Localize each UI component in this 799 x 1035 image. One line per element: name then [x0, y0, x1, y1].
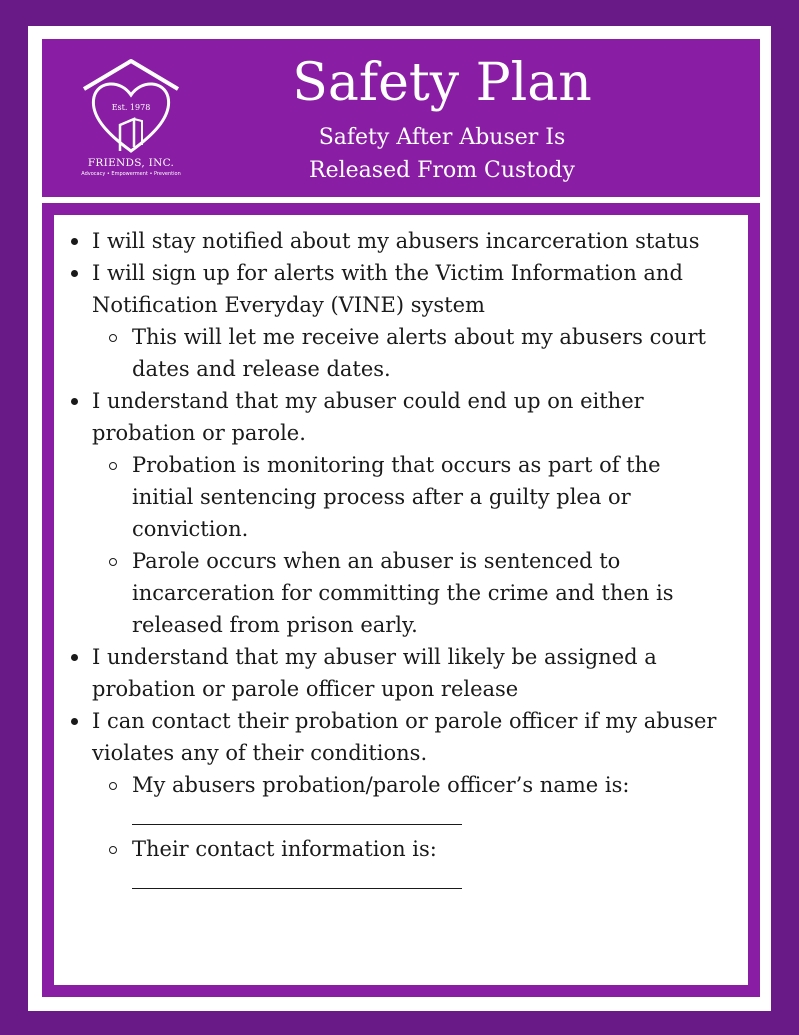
hollow-bullet-icon	[109, 782, 117, 790]
contact-info-blank	[54, 865, 748, 897]
bullet-icon	[71, 270, 78, 277]
logo-tagline: Advocacy • Empowerment • Prevention	[81, 171, 181, 177]
subtitle-line-1: Safety After Abuser Is	[318, 125, 566, 150]
list-subitem: Probation is monitoring that occurs as part of the initial sentencing process after a guilty plea or conviction.	[54, 449, 712, 545]
bullet-icon	[71, 398, 78, 405]
page-subtitle	[202, 121, 682, 187]
contact-info-line	[132, 857, 462, 889]
list-subitem: My abusers probation/parole officer’s name is:	[54, 769, 712, 801]
list-subitem: This will let me receive alerts about my abusers court dates and release dates.	[54, 321, 712, 385]
page-title: Safety Plan	[292, 53, 592, 113]
list-subitem: Parole occurs when an abuser is sentenced to incarceration for committing the crime and then is released from prison early.	[54, 545, 712, 641]
officer-name-blank	[54, 801, 748, 833]
bullet-icon	[71, 238, 78, 245]
safety-plan-list	[54, 225, 748, 897]
officer-name-line	[132, 793, 462, 825]
hollow-bullet-icon	[109, 334, 117, 342]
content-panel	[54, 215, 748, 985]
hollow-bullet-icon	[109, 558, 117, 566]
hollow-bullet-icon	[109, 846, 117, 854]
hollow-bullet-icon	[109, 462, 117, 470]
list-item: I understand that my abuser could end up on either probation or parole.	[54, 385, 742, 449]
subtitle-line-2: Released From Custody	[309, 158, 575, 183]
logo-established: Est. 1978	[111, 103, 151, 112]
list-item: I understand that my abuser will likely be assigned a probation or parole officer upon release	[54, 641, 742, 705]
friends-inc-logo	[76, 55, 186, 179]
list-item: I will sign up for alerts with the Victim Information and Notification Everyday (VINE) system	[54, 257, 742, 321]
list-subitem: Their contact information is:	[54, 833, 712, 865]
list-item: I will stay notified about my abusers incarceration status	[54, 225, 742, 257]
list-item: I can contact their probation or parole officer if my abuser violates any of their conditions.	[54, 705, 742, 769]
logo-name: FRIENDS, INC.	[87, 157, 175, 169]
header-banner	[42, 39, 760, 197]
bullet-icon	[71, 718, 78, 725]
bullet-icon	[71, 654, 78, 661]
